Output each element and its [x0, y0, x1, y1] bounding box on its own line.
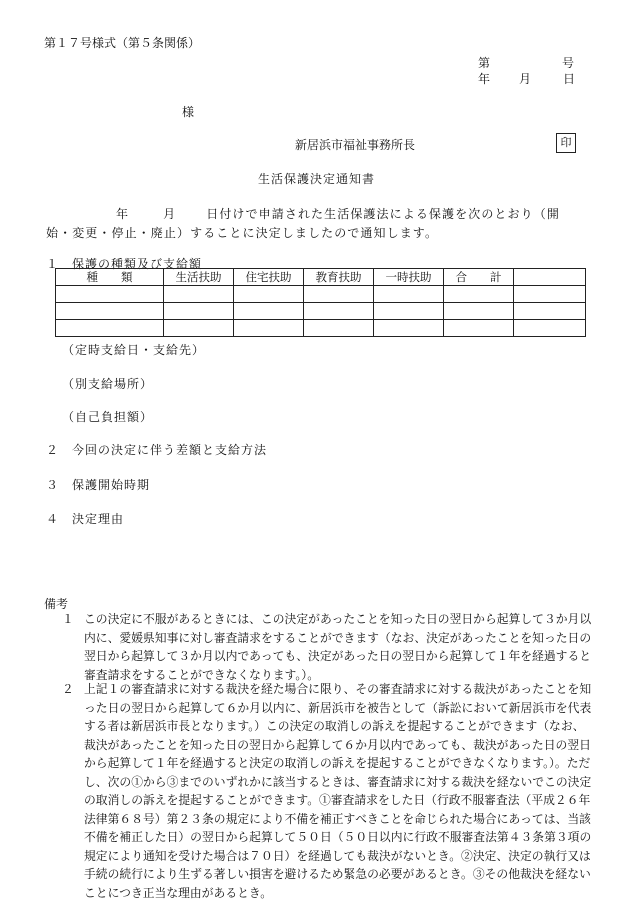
table-row [56, 303, 586, 320]
table-cell[interactable] [56, 286, 164, 303]
remarks-label: 備考 [44, 597, 69, 611]
table-cell[interactable] [374, 303, 444, 320]
table-cell[interactable] [304, 286, 374, 303]
intro-year: 年 [116, 207, 130, 221]
table-cell[interactable] [164, 303, 234, 320]
table-row [56, 320, 586, 337]
remark-number: ２ [62, 682, 74, 696]
remark-text: この決定に不服があるときには、この決定があったことを知った日の翌日から起算して３か月以内に、愛媛県知事に対し審査請求をすることができます（なお、決定があったことを知った日の翌日から起算して３か月以内であっても、決定があった日の翌日から起算して１年を経過すると審査請求をすることができなくなります。）。 [84, 612, 592, 682]
table-cell[interactable] [444, 286, 514, 303]
date-year-label: 年 [478, 72, 491, 86]
note-separate-place: （別支給場所） [62, 377, 154, 391]
section-1-heading: １ 保護の種類及び支給額 [46, 257, 203, 271]
note-payment-date: （定時支給日・支給先） [62, 343, 206, 357]
table-cell[interactable] [374, 286, 444, 303]
issuer-name: 新居浜市福祉事務所長 [295, 138, 416, 152]
date-month-label: 月 [519, 72, 532, 86]
section-4-heading: ４ 決定理由 [46, 512, 125, 526]
header-living: 生活扶助 [164, 269, 234, 286]
remark-number: １ [62, 612, 74, 626]
header-education: 教育扶助 [304, 269, 374, 286]
doc-number-label: 第 [478, 56, 491, 70]
header-total: 合 計 [444, 269, 514, 286]
table-cell[interactable] [304, 303, 374, 320]
addressee-suffix: 様 [182, 105, 195, 119]
table-cell[interactable] [514, 320, 586, 337]
table-cell[interactable] [56, 320, 164, 337]
header-type: 種 類 [56, 269, 164, 286]
remark-item [62, 610, 592, 684]
table-cell[interactable] [514, 286, 586, 303]
table-cell[interactable] [444, 320, 514, 337]
header-blank [514, 269, 586, 286]
intro-text: 日付けで申請された生活保護法による保護を次のとおり（開始・変更・停止・廃止）することに決定しましたので通知します。 [46, 207, 560, 240]
document-title: 生活保護決定通知書 [258, 172, 376, 186]
amounts-table [55, 268, 586, 337]
table-cell[interactable] [56, 303, 164, 320]
table-cell[interactable] [514, 303, 586, 320]
remark-item [62, 680, 592, 902]
table-row [56, 286, 586, 303]
date-day-label: 日 [563, 72, 576, 86]
table-cell[interactable] [164, 286, 234, 303]
table-cell[interactable] [444, 303, 514, 320]
section-3-heading: ３ 保護開始時期 [46, 478, 151, 492]
doc-number-suffix: 号 [562, 56, 575, 70]
intro-paragraph [46, 205, 586, 243]
table-cell[interactable] [234, 320, 304, 337]
section-2-heading: ２ 今回の決定に伴う差額と支給方法 [46, 443, 268, 457]
header-temporary: 一時扶助 [374, 269, 444, 286]
seal-stamp: 印 [556, 133, 576, 153]
note-self-burden: （自己負担額） [62, 410, 154, 424]
table-cell[interactable] [234, 303, 304, 320]
table-cell[interactable] [234, 286, 304, 303]
table-cell[interactable] [374, 320, 444, 337]
remark-text: 上記１の審査請求に対する裁決を経た場合に限り、その審査請求に対する裁決があったことを知った日の翌日から起算して６か月以内に、新居浜市を被告として（訴訟において新居浜市を代表する者は新居浜市長となります。）この決定の取消しの訴えを提起することができます（なお、裁決があったことを知った日の翌日から起算して６か月以内であっても、裁決があった日の翌日から起算して１年を経過すると決定の取消しの訴えを提起することができなくなります。）。ただし、次の①から③までのいずれかに該当するときは、審査請求に対する裁決を経ないでこの決定の取消しの訴えを提起することができます。①審査請求をした日（行政不服審査法（平成２６年法律第６８号）第２３条の規定により不備を補正すべきことを命じられた場合にあっては、当該不備を補正した日）の翌日から起算して５０日（５０日以内に行政不服審査法第４３条第３項の規定により通知を受けた場合は７０日）を経過しても裁決がないとき。②決定、決定の執行又は手続の続行により生ずる著しい損害を避けるため緊急の必要があるとき。③その他裁決を経ないことにつき正当な理由があるとき。 [84, 682, 592, 900]
table-header-row [56, 269, 586, 286]
form-number: 第１７号様式（第５条関係） [44, 36, 201, 50]
intro-month: 月 [163, 207, 177, 221]
table-cell[interactable] [304, 320, 374, 337]
table-cell[interactable] [164, 320, 234, 337]
header-housing: 住宅扶助 [234, 269, 304, 286]
